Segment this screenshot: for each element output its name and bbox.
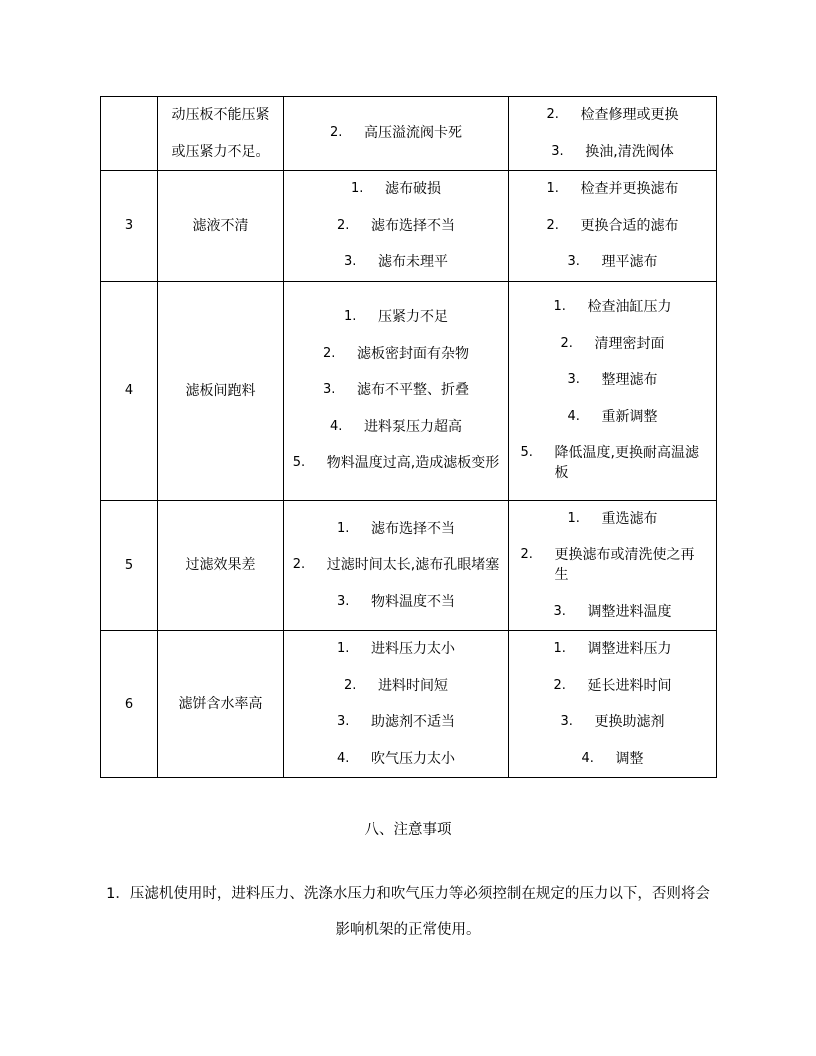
item-text: 检查修理或更换 bbox=[580, 107, 679, 123]
item-number: 2. bbox=[292, 557, 306, 572]
problem-text: 或压紧力不足。 bbox=[171, 143, 270, 160]
causes-cell bbox=[284, 631, 509, 778]
paragraph-line-1: 1．压滤机使用时，进料压力、洗涤水压力和吹气压力等必须控制在规定的压力以下，否则将会 bbox=[106, 886, 710, 902]
item-text: 调整进料温度 bbox=[587, 603, 672, 620]
item-number: 3. bbox=[567, 372, 580, 388]
item-text: 滤布未理平 bbox=[378, 254, 448, 270]
problem-text: 滤液不清 bbox=[192, 217, 249, 234]
remedies-cell bbox=[509, 171, 717, 282]
problem-cell bbox=[158, 631, 284, 778]
causes-cell bbox=[284, 281, 509, 500]
cause-item bbox=[284, 171, 508, 208]
item-number: 3. bbox=[344, 254, 357, 269]
cause-item bbox=[284, 704, 508, 741]
causes-cell bbox=[284, 97, 509, 171]
cause-item bbox=[284, 547, 508, 584]
cause-item bbox=[284, 668, 508, 705]
item-number: 1. bbox=[553, 641, 566, 656]
item-number: 1. bbox=[344, 309, 357, 325]
item-number: 3. bbox=[337, 714, 350, 729]
item-text: 检查油缸压力 bbox=[587, 299, 672, 316]
paragraph-line-2: 影响机架的正常使用。 bbox=[335, 922, 481, 938]
item-text: 清理密封面 bbox=[594, 335, 665, 352]
remedy-item bbox=[509, 97, 716, 134]
table-row bbox=[101, 171, 717, 282]
item-number: 2. bbox=[330, 125, 343, 141]
item-number: 2. bbox=[344, 677, 357, 693]
cause-item bbox=[284, 208, 508, 245]
row-number: 3 bbox=[101, 171, 158, 282]
problem-text: 动压板不能压紧 bbox=[171, 107, 270, 124]
item-text: 重新调整 bbox=[601, 408, 658, 425]
remedy-item bbox=[509, 326, 716, 363]
causes-cell bbox=[284, 500, 509, 631]
item-text: 滤板密封面有杂物 bbox=[357, 345, 469, 362]
remedy-item bbox=[509, 704, 716, 741]
item-number: 1. bbox=[351, 181, 364, 196]
item-number: 2. bbox=[520, 547, 533, 562]
item-text: 物料温度不当 bbox=[371, 593, 455, 610]
table-row bbox=[101, 97, 717, 171]
remedy-item bbox=[509, 134, 716, 171]
remedy-item bbox=[509, 399, 716, 436]
cause-item bbox=[284, 741, 508, 778]
cause-item bbox=[284, 511, 508, 548]
item-number: 2. bbox=[560, 335, 573, 351]
item-number: 4. bbox=[337, 750, 350, 766]
problem-cell bbox=[158, 281, 284, 500]
item-text: 降低温度,更换耐高温滤板 bbox=[554, 445, 699, 482]
cause-item bbox=[284, 445, 508, 482]
problem-cell bbox=[158, 171, 284, 282]
remedy-item bbox=[509, 537, 716, 594]
cause-item bbox=[284, 584, 508, 621]
item-text: 理平滤布 bbox=[601, 254, 658, 270]
item-text: 进料时间短 bbox=[378, 677, 448, 694]
remedies-cell bbox=[509, 281, 717, 500]
item-number: 1. bbox=[337, 641, 350, 656]
remedy-item bbox=[509, 668, 716, 705]
cause-item bbox=[284, 409, 508, 446]
item-number: 1. bbox=[567, 510, 580, 526]
item-text: 更换滤布或清洗使之再生 bbox=[554, 547, 695, 583]
section-heading: 八、注意事项 bbox=[364, 822, 452, 838]
item-text: 更换助滤剂 bbox=[594, 714, 665, 730]
problem-text: 过滤效果差 bbox=[185, 557, 256, 574]
item-text: 进料泵压力超高 bbox=[364, 418, 462, 435]
item-number: 4. bbox=[330, 418, 343, 434]
item-text: 调整进料压力 bbox=[587, 641, 672, 657]
row-number bbox=[101, 97, 158, 171]
remedy-item bbox=[509, 171, 716, 208]
table-row bbox=[101, 281, 717, 500]
item-number: 2. bbox=[553, 677, 566, 693]
item-number: 2. bbox=[337, 217, 350, 233]
problem-cell bbox=[158, 500, 284, 631]
item-text: 压紧力不足 bbox=[378, 309, 448, 326]
item-number: 2. bbox=[323, 345, 336, 361]
item-number: 3. bbox=[551, 143, 564, 159]
item-text: 助滤剂不适当 bbox=[371, 714, 455, 730]
table-row bbox=[101, 500, 717, 631]
item-number: 4. bbox=[581, 750, 594, 766]
item-text: 物料温度过高,造成滤板变形 bbox=[326, 455, 500, 472]
item-text: 更换合适的滤布 bbox=[580, 217, 679, 234]
remedy-item bbox=[509, 362, 716, 399]
item-number: 1. bbox=[553, 299, 566, 315]
item-text: 滤布选择不当 bbox=[371, 217, 455, 234]
item-text: 换油,清洗阀体 bbox=[585, 143, 674, 160]
item-text: 进料压力太小 bbox=[371, 641, 455, 657]
cause-item bbox=[284, 336, 508, 373]
item-text: 滤布选择不当 bbox=[371, 520, 455, 537]
remedy-item bbox=[509, 594, 716, 631]
table-row bbox=[101, 631, 717, 778]
cause-item bbox=[284, 372, 508, 409]
item-number: 3. bbox=[337, 593, 350, 609]
problem-text: 滤板间跑料 bbox=[185, 382, 256, 399]
remedies-cell bbox=[509, 97, 717, 171]
row-number: 4 bbox=[101, 281, 158, 500]
remedy-item bbox=[509, 741, 716, 778]
causes-cell bbox=[284, 171, 509, 282]
remedies-cell bbox=[509, 500, 717, 631]
remedy-item bbox=[509, 435, 716, 492]
cause-item bbox=[284, 299, 508, 336]
item-text: 过滤时间太长,滤布孔眼堵塞 bbox=[326, 557, 500, 573]
remedy-item bbox=[509, 244, 716, 281]
item-number: 4. bbox=[567, 408, 580, 424]
item-text: 滤布破损 bbox=[385, 181, 441, 197]
item-text: 吹气压力太小 bbox=[371, 750, 455, 767]
item-number: 5. bbox=[292, 455, 306, 471]
item-number: 1. bbox=[337, 520, 350, 536]
item-number: 1. bbox=[546, 181, 559, 196]
item-text: 重选滤布 bbox=[601, 510, 658, 527]
item-number: 2. bbox=[546, 107, 559, 122]
item-number: 3. bbox=[560, 714, 573, 729]
item-number: 3. bbox=[567, 254, 580, 269]
item-number: 3. bbox=[323, 382, 336, 398]
remedy-item bbox=[509, 501, 716, 538]
item-text: 延长进料时间 bbox=[587, 677, 672, 694]
cause-item bbox=[284, 115, 508, 152]
item-text: 滤布不平整、折叠 bbox=[357, 382, 469, 399]
item-number: 5. bbox=[520, 445, 533, 461]
remedy-item bbox=[509, 631, 716, 668]
cause-item bbox=[284, 631, 508, 668]
item-number: 3. bbox=[553, 603, 566, 619]
remedy-item bbox=[509, 289, 716, 326]
problem-text: 滤饼含水率高 bbox=[178, 696, 263, 712]
item-text: 整理滤布 bbox=[601, 372, 658, 389]
row-number: 5 bbox=[101, 500, 158, 631]
cause-item bbox=[284, 244, 508, 281]
troubleshooting-table bbox=[100, 96, 717, 778]
row-number: 6 bbox=[101, 631, 158, 778]
item-number: 2. bbox=[546, 217, 559, 233]
item-text: 调整 bbox=[615, 750, 644, 767]
problem-cell bbox=[158, 97, 284, 171]
item-text: 高压溢流阀卡死 bbox=[364, 125, 462, 142]
item-text: 检查并更换滤布 bbox=[580, 181, 679, 197]
remedy-item bbox=[509, 208, 716, 245]
remedies-cell bbox=[509, 631, 717, 778]
